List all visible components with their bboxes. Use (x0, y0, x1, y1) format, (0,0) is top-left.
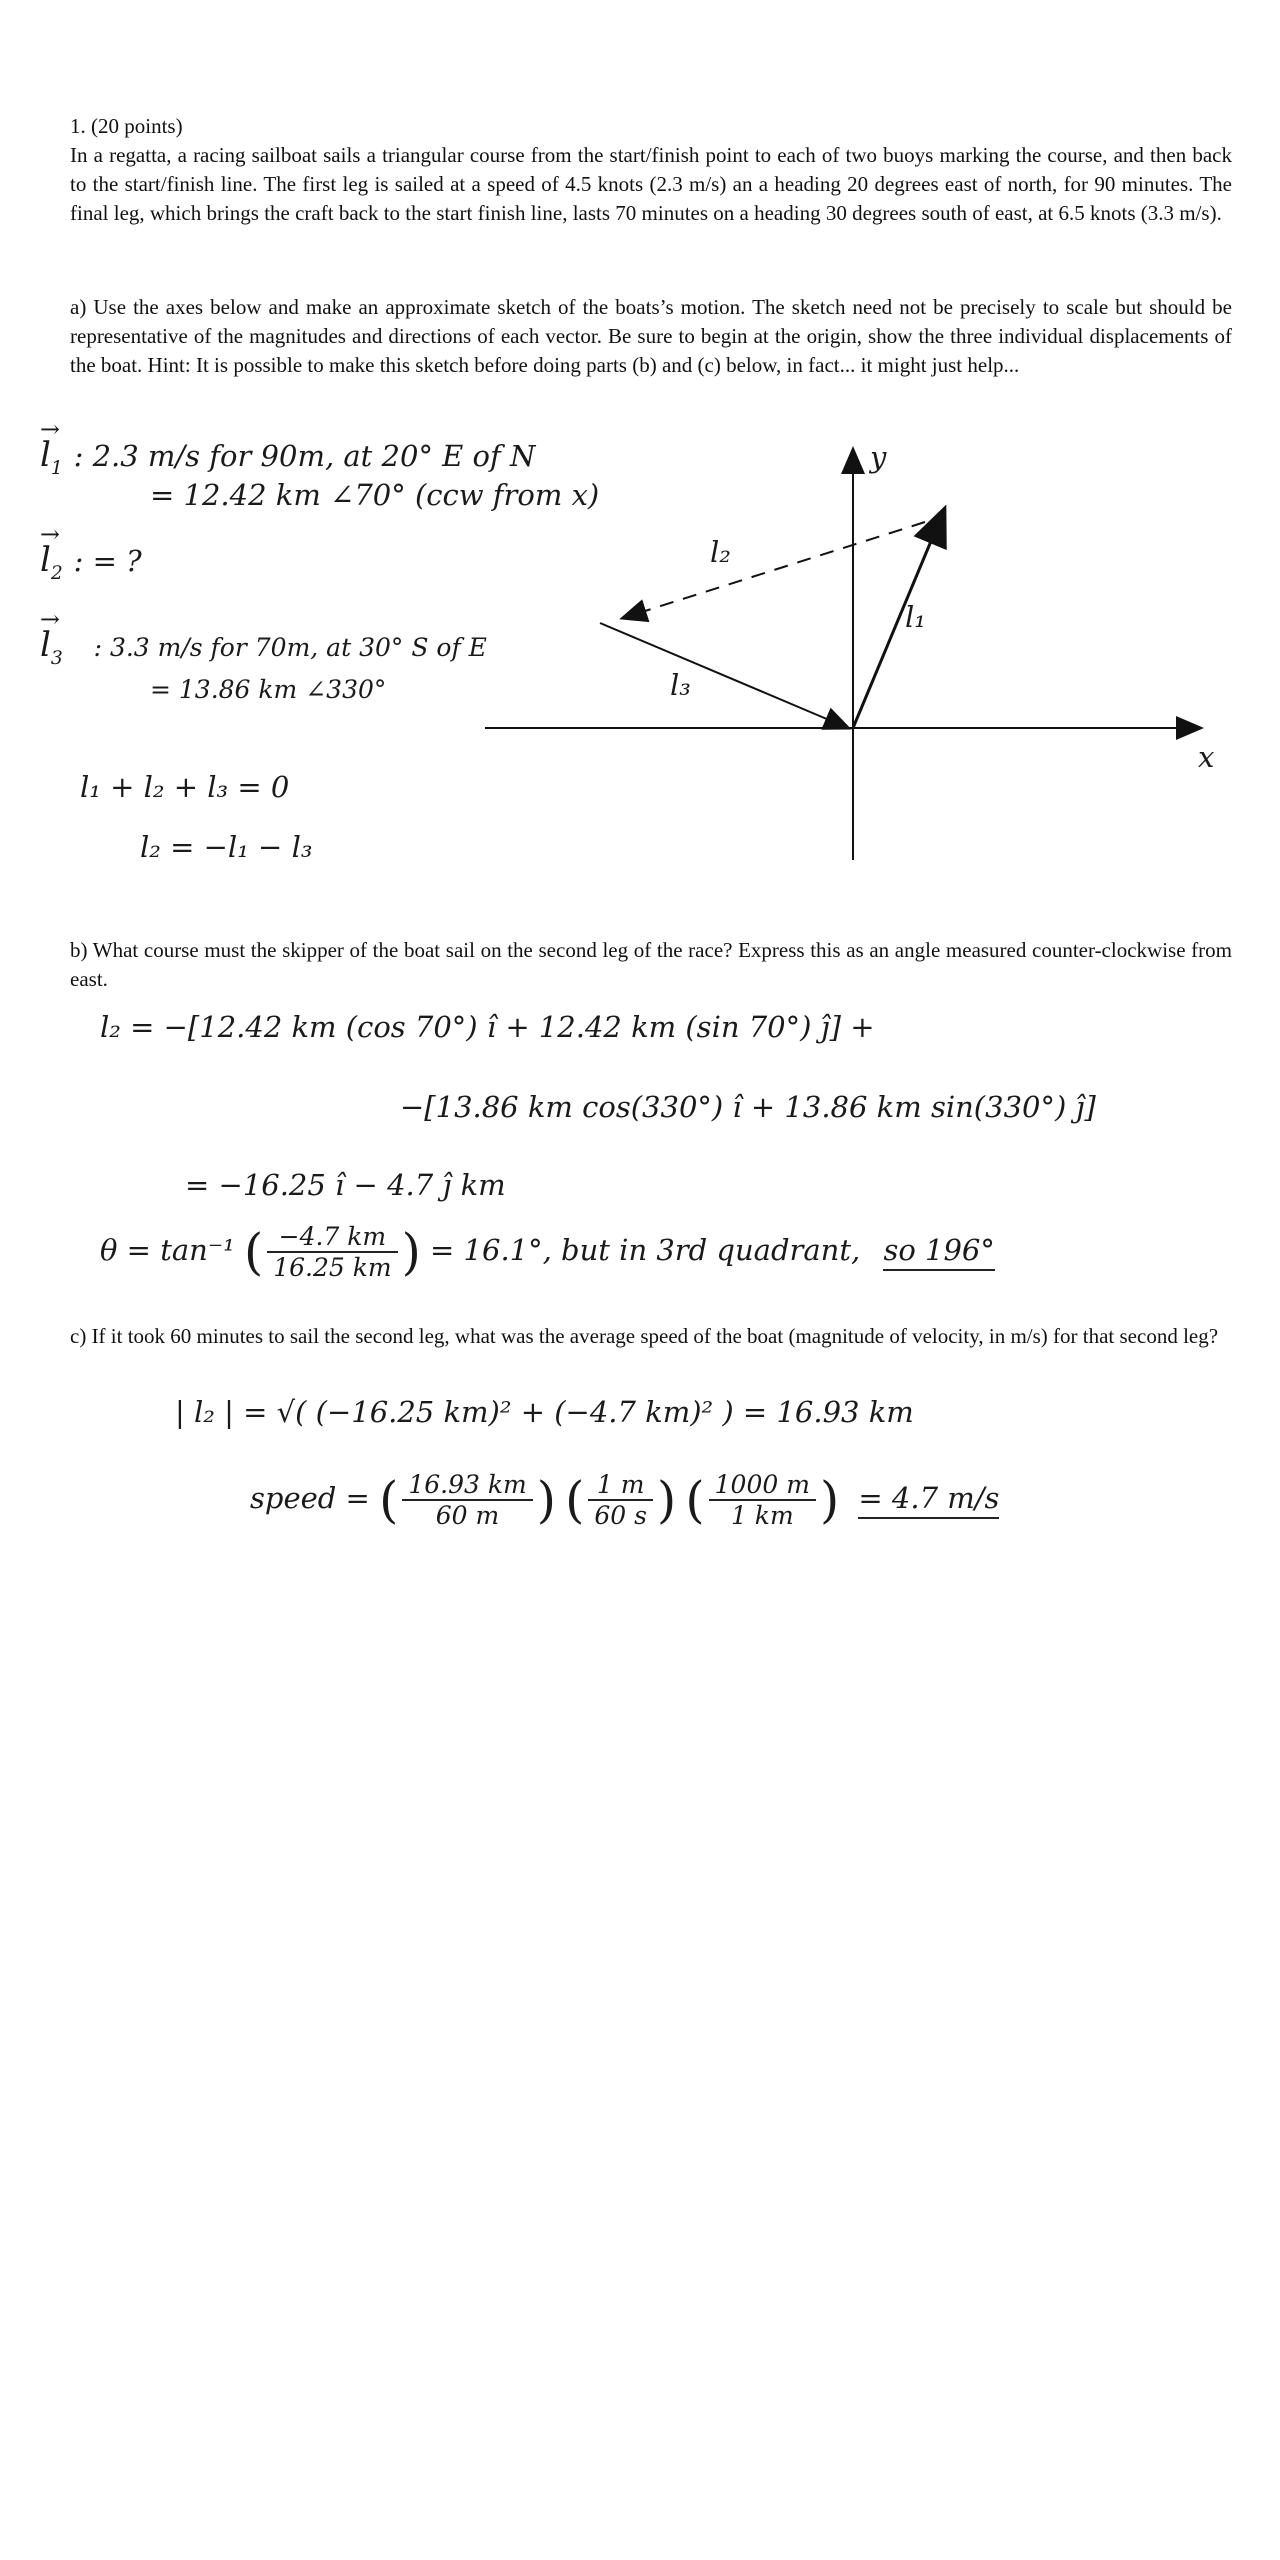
theta-fraction: $\frac{-4.7 km}{16.25 km}$ (267, 1222, 397, 1282)
fraction-m-km: $\frac{1000 m}{1 km}$ (709, 1470, 816, 1530)
l2-solve-eq: l₂ = −l₁ − l₃ (140, 830, 313, 864)
l2-result-eq: = −16.25 î − 4.7 ĵ km (185, 1168, 506, 1202)
l2-vector (623, 522, 925, 618)
sketch-l3-label: l₃ (670, 668, 691, 702)
part-c-question: c) If it took 60 minutes to sail the second leg, what was the average speed of the boat (magnitude of velocity, in m/s) for that second leg? (70, 1324, 1219, 1348)
theta-answer: so 196° (883, 1233, 994, 1271)
l2-symbol: → $l_2$ (40, 540, 63, 584)
part-b-question: b) What course must the skipper of the boat sail on the second leg of the race? Express this as an angle measured counter-clockwise from east. (70, 938, 1232, 991)
sketch-l2-label: l₂ (710, 535, 731, 569)
sketch-l1-label: l₁ (905, 600, 926, 634)
theta-rhs: = 16.1°, but in 3rd quadrant, (430, 1233, 861, 1267)
l2-component-eq1: l₂ = −[12.42 km (cos 70°) î + 12.42 km (sin 70°) ĵ] + (100, 1010, 875, 1044)
l2-line1: : = ? (73, 544, 142, 578)
y-axis-label: y (870, 440, 887, 474)
speed-answer: = 4.7 m/s (858, 1481, 999, 1519)
l1-line2: = 12.42 km ∠70° (ccw from x) (150, 478, 600, 512)
theta-eq: θ = tan⁻¹ ( $\frac{-4.7 km}{16.25 km}$ ) = 16.1°, but in 3rd quadrant, so 196° (100, 1222, 995, 1282)
part-a-question: a) Use the axes below and make an approximate sketch of the boats’s motion. The sketch need not be precisely to scale but should be representative of the magnitudes and directions of each vector. Be sure to begin at the origin, show the three individual displacements of the boat. Hint: It is possible to make this sketch before doing parts (b) and (c) below, in fact... it might just help... (70, 295, 1232, 377)
problem-number: 1. (20 points) (70, 114, 183, 138)
theta-lhs: θ = tan⁻¹ (100, 1233, 235, 1267)
l1-symbol: → $l_1$ (40, 435, 63, 479)
l3-line1: : 3.3 m/s for 70m, at 30° S of E (93, 633, 487, 662)
speed-label: speed = (250, 1481, 370, 1515)
l3-line2: = 13.86 km ∠330° (150, 675, 387, 704)
speed-eq: speed = ( $\frac{16.93 km}{60 m}$ ) ( $\frac{1 m}{60 s}$ ) ( $\frac{1000 m}{1 km}$ ) = 4.7 m/s (250, 1470, 1000, 1530)
l3-symbol: → $l_3$ (40, 625, 63, 669)
l1-vector (853, 510, 944, 728)
problem-statement: In a regatta, a racing sailboat sails a triangular course from the start/finish point to each of two buoys marking the course, and then back to the start/finish line. The first leg is sailed at a speed of 4.5 knots (2.3 m/s) an a heading 20 degrees east of north, for 90 minutes. The final leg, which brings the craft back to the start finish line, lasts 70 minutes on a heading 30 degrees south of east, at 6.5 knots (3.3 m/s). (70, 143, 1232, 225)
l1-line1: : 2.3 m/s for 90m, at 20° E of N (73, 439, 536, 473)
l3-vector (600, 623, 848, 728)
fraction-distance-time: $\frac{16.93 km}{60 m}$ (402, 1470, 532, 1530)
vector-sum-eq: l₁ + l₂ + l₃ = 0 (80, 770, 290, 804)
l2-magnitude-eq: | l₂ | = √( (−16.25 km)² + (−4.7 km)² ) = 16.93 km (175, 1395, 914, 1429)
x-axis-label: x (1198, 740, 1215, 774)
l2-component-eq2: −[13.86 km cos(330°) î + 13.86 km sin(330°) ĵ] (400, 1090, 1096, 1124)
fraction-minute-second: $\frac{1 m}{60 s}$ (588, 1470, 653, 1530)
